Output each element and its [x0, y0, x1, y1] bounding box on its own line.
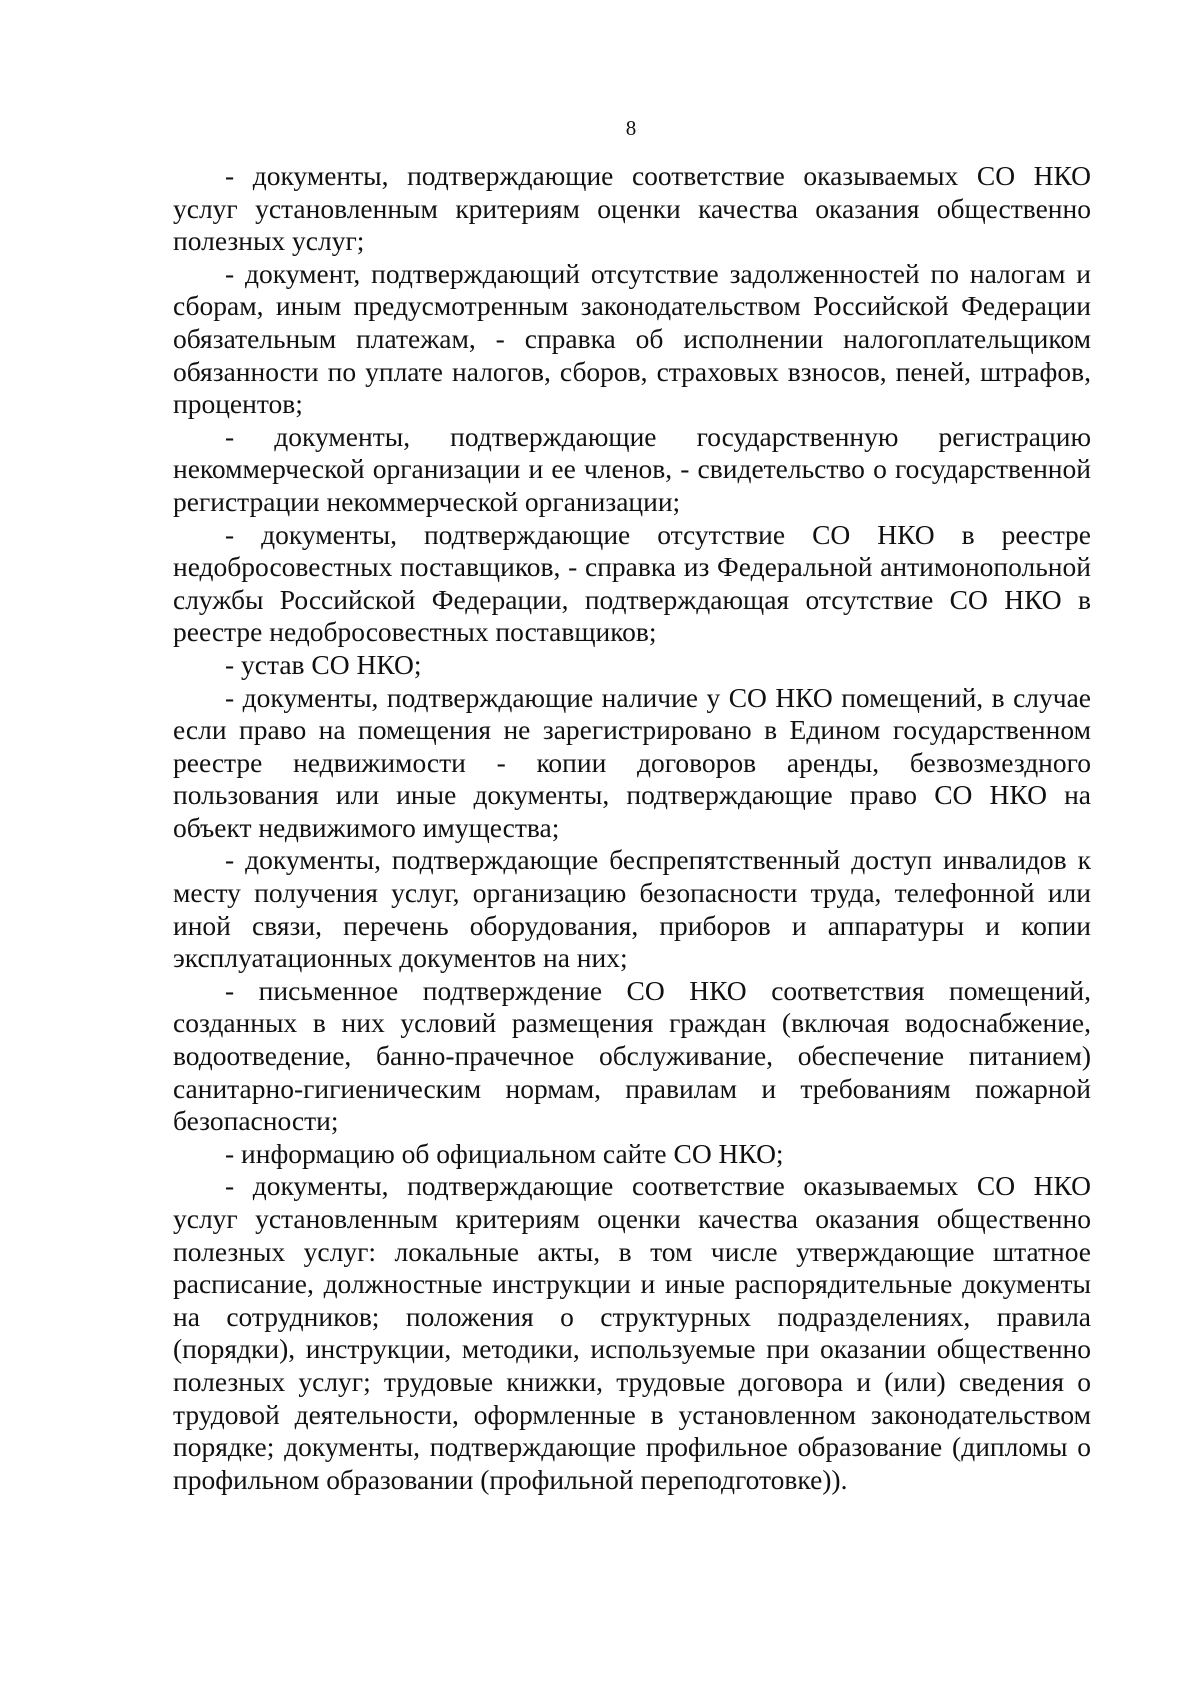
paragraph-no-tax-debt: - документ, подтверждающий отсутствие задолженностей по налогам и сборам, иным предусмотренным законодательством Российской Федерации обязательным платежам, - справка об исполнении налогоплательщиком обязанности по уплате налогов, сборов, страховых взносов, пеней, штрафов, процентов;: [173, 257, 1091, 420]
document-body: [173, 160, 1091, 1496]
page-number: 8: [625, 116, 637, 140]
paragraph-premises: - документы, подтверждающие наличие у СО НКО помещений, в случае если право на помещения не зарегистрировано в Едином государственном реестре недвижимости - копии договоров аренды, безвозмездного пользования или иные документы, подтверждающие право СО НКО на объект недвижимого имущества;: [173, 681, 1091, 843]
paragraph-quality-criteria-details: - документы, подтверждающие соответствие оказываемых СО НКО услуг установленным критериям оценки качества оказания общественно полезных услуг: локальные акты, в том числе утверждающие штатное расписание, должностные инструкции и иные распорядительные документы на сотрудников; положения о структурных подразделениях, правила (порядки), инструкции, методики, используемые при оказании общественно полезных услуг; трудовые книжки, трудовые договора и (или) сведения о трудовой деятельности, оформленные в установленном законодательством порядке; документы, подтверждающие профильное образование (дипломы о профильном образовании (профильной переподготовке)).: [173, 1170, 1091, 1495]
paragraph-state-registration: - документы, подтверждающие государственную регистрацию некоммерческой организации и ее членов, - свидетельство о государственной регистрации некоммерческой организации;: [173, 420, 1091, 517]
paragraph-service-quality-docs: - документы, подтверждающие соответствие оказываемых СО НКО услуг установленным критериям оценки качества оказания общественно полезных услуг;: [173, 160, 1091, 257]
paragraph-unfair-suppliers-registry: - документы, подтверждающие отсутствие СО НКО в реестре недобросовестных поставщиков, - справка из Федеральной антимонопольной службы Российской Федерации, подтверждающая отсутствие СО НКО в реестре недобросовестных поставщиков;: [173, 518, 1091, 648]
paragraph-sanitary-compliance: - письменное подтверждение СО НКО соответствия помещений, созданных в них условий размещения граждан (включая водоснабжение, водоотведение, банно-прачечное обслуживание, обеспечение питанием) санитарно-гигиеническим нормам, правилам и требованиям пожарной безопасности;: [173, 974, 1091, 1137]
paragraph-charter: - устав СО НКО;: [225, 648, 422, 680]
paragraph-official-website: - информацию об официальном сайте СО НКО;: [225, 1137, 784, 1169]
paragraph-accessibility: - документы, подтверждающие беспрепятственный доступ инвалидов к месту получения услуг, организацию безопасности труда, телефонной или иной связи, перечень оборудования, приборов и аппаратуры и копии эксплуатационных документов на них;: [173, 844, 1091, 974]
